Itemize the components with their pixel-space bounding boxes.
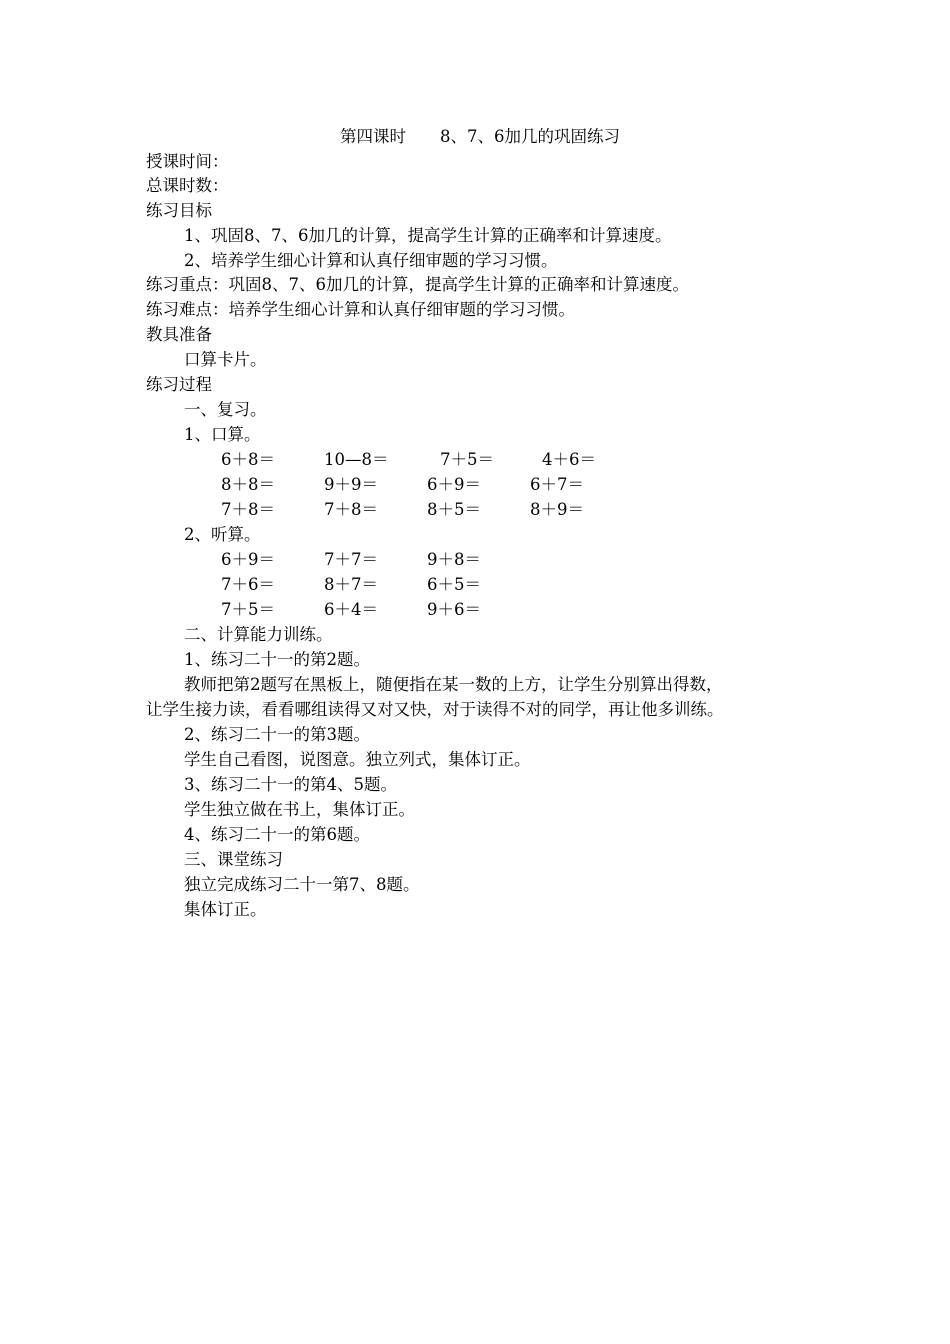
- key-point: 练习重点：巩固8、7、6加几的计算，提高学生计算的正确率和计算速度。: [146, 275, 689, 294]
- objective-item: 2、培养学生细心计算和认真仔细审题的学习习惯。: [184, 251, 558, 270]
- page-title: [340, 125, 620, 149]
- oral-problem: 4＋6＝: [542, 450, 596, 469]
- oral-problem: 6＋8＝: [221, 450, 275, 469]
- listen-problem: 7＋5＝: [221, 600, 275, 619]
- lesson-number: 第四课时: [340, 127, 406, 146]
- materials-content: 口算卡片。: [184, 350, 267, 369]
- training-heading: 二、计算能力训练。: [184, 625, 333, 644]
- training-description: 学生自己看图，说图意。独立列式，集体订正。: [184, 750, 531, 769]
- lesson-topic: 8、7、6加几的巩固练习: [440, 127, 620, 146]
- training-description: 让学生接力读，看看哪组读得又对又快，对于读得不对的同学，再让他多训练。: [146, 700, 724, 719]
- training-description: 教师把第2题写在黑板上，随便指在某一数的上方，让学生分别算出得数，: [184, 675, 723, 694]
- classwork-item: 独立完成练习二十一第7、8题。: [184, 875, 420, 894]
- training-description: 学生独立做在书上，集体订正。: [184, 800, 415, 819]
- training-item: 3、练习二十一的第4、5题。: [184, 775, 397, 794]
- oral-problem: 8＋5＝: [427, 500, 481, 519]
- oral-problem: 10—8＝: [324, 450, 389, 469]
- oral-problem: 7＋8＝: [221, 500, 275, 519]
- training-item: 4、练习二十一的第6题。: [184, 825, 370, 844]
- objective-item: 1、巩固8、7、6加几的计算，提高学生计算的正确率和计算速度。: [184, 226, 672, 245]
- training-item: 1、练习二十一的第2题。: [184, 650, 370, 669]
- objectives-heading: 练习目标: [146, 201, 212, 220]
- listen-problem: 7＋6＝: [221, 575, 275, 594]
- oral-problem: 8＋9＝: [530, 500, 584, 519]
- classwork-item: 集体订正。: [184, 900, 267, 919]
- listen-problem: 9＋6＝: [427, 600, 481, 619]
- classwork-heading: 三、课堂练习: [184, 850, 283, 869]
- materials-heading: 教具准备: [146, 325, 212, 344]
- training-item: 2、练习二十一的第3题。: [184, 725, 370, 744]
- listen-problem: 9＋8＝: [427, 550, 481, 569]
- total-hours-field: 总课时数：: [146, 176, 229, 195]
- oral-problem: 9＋9＝: [324, 475, 378, 494]
- listen-problem: 6＋4＝: [324, 600, 378, 619]
- review-heading: 一、复习。: [184, 400, 267, 419]
- oral-calc-heading: 1、口算。: [184, 425, 261, 444]
- listen-problem: 6＋5＝: [427, 575, 481, 594]
- listen-problem: 7＋7＝: [324, 550, 378, 569]
- teaching-time-field: 授课时间：: [146, 152, 229, 171]
- oral-problem: 7＋8＝: [324, 500, 378, 519]
- difficulty: 练习难点：培养学生细心计算和认真仔细审题的学习习惯。: [146, 300, 575, 319]
- listen-problem: 8＋7＝: [324, 575, 378, 594]
- oral-problem: 6＋7＝: [530, 475, 584, 494]
- listen-problem: 6＋9＝: [221, 550, 275, 569]
- process-heading: 练习过程: [146, 375, 212, 394]
- listen-calc-heading: 2、听算。: [184, 525, 261, 544]
- oral-problem: 7＋5＝: [440, 450, 494, 469]
- oral-problem: 8＋8＝: [221, 475, 275, 494]
- oral-problem: 6＋9＝: [427, 475, 481, 494]
